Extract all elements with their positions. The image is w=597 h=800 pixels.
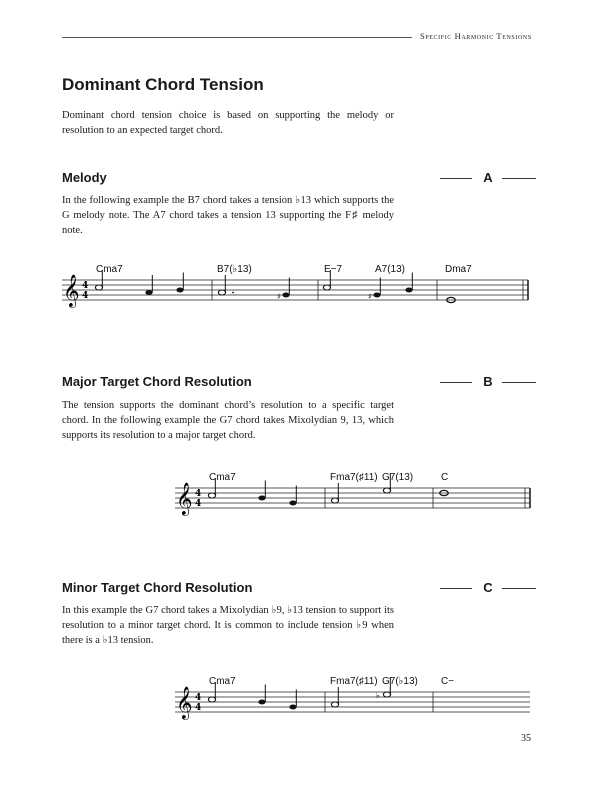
chord-symbol: Cma7 [96, 264, 123, 275]
time-signature-bottom: 4 [82, 291, 89, 301]
chord-symbol: C− [441, 676, 455, 687]
marker-rule-right [502, 588, 536, 589]
staff-lines [175, 488, 530, 508]
time-signature-top: 4 [195, 693, 202, 703]
section-marker-a [440, 170, 536, 186]
treble-clef-icon: 𝄞 [176, 686, 193, 719]
section-paragraph-major-target: The tension supports the dominant chord’s resolution to a specific target chord. In the following example the G7 chord takes Mixolydian 9, 13, which supports its resolution to a major target chord. [62, 400, 394, 441]
svg-text:♭: ♭ [376, 691, 380, 700]
running-head: Specific Harmonic Tensions [420, 31, 532, 41]
chord-symbol: A7(13) [375, 264, 406, 275]
time-signature-bottom: 4 [195, 499, 202, 509]
staff-example-b [175, 466, 533, 526]
chord-symbol: Cma7 [209, 472, 236, 483]
chord-symbol: G7(♭13) [382, 676, 418, 687]
page-number: 35 [521, 733, 531, 744]
header-rule [62, 37, 412, 38]
chord-symbol: G7(13) [382, 472, 414, 483]
treble-clef-icon: 𝄞 [176, 482, 193, 515]
staff-example-a [62, 258, 534, 318]
chord-symbol: B7(♭13) [217, 264, 252, 275]
staff-lines [175, 692, 530, 712]
chord-symbol: Cma7 [209, 676, 236, 687]
page-title: Dominant Chord Tension [62, 75, 264, 94]
marker-letter: B [483, 374, 493, 389]
time-signature-top: 4 [195, 489, 202, 499]
treble-clef-icon: 𝄞 [63, 274, 80, 307]
chord-symbol: Fma7(♯11) [330, 472, 378, 483]
staff-lines [62, 280, 528, 300]
section-heading-melody: Melody [62, 170, 107, 185]
marker-letter: C [483, 580, 493, 595]
section-paragraph-minor-target: In this example the G7 chord takes a Mixolydian ♭9, ♭13 tension to support its resolution to a minor target chord. It is common to include tension ♭9 when there is a ♭13 tension. [62, 605, 394, 646]
intro-paragraph: Dominant chord tension choice is based on supporting the melody or resolution to an expected target chord. [62, 110, 394, 136]
time-signature-top: 4 [82, 281, 89, 291]
marker-rule-right [502, 178, 536, 179]
marker-letter: A [483, 170, 493, 185]
marker-rule-right [502, 382, 536, 383]
marker-rule-left [440, 178, 472, 179]
time-signature-bottom: 4 [195, 703, 202, 713]
section-heading-minor-target: Minor Target Chord Resolution [62, 580, 253, 595]
marker-rule-left [440, 588, 472, 589]
svg-text:♯: ♯ [368, 292, 372, 301]
section-heading-major-target: Major Target Chord Resolution [62, 374, 252, 389]
marker-rule-left [440, 382, 472, 383]
chord-symbol: Dma7 [445, 264, 472, 275]
section-marker-c [440, 580, 536, 596]
chord-symbol: C [441, 472, 449, 483]
section-paragraph-melody: In the following example the B7 chord takes a tension ♭13 which supports the G melody note. The A7 chord takes a tension 13 supporting the F♯ melody note. [62, 195, 394, 236]
chord-symbol: Fma7(♯11) [330, 676, 378, 687]
chord-symbol: E−7 [324, 264, 343, 275]
section-marker-b [440, 374, 536, 390]
staff-example-c [175, 670, 533, 730]
svg-text:♯: ♯ [277, 292, 281, 301]
